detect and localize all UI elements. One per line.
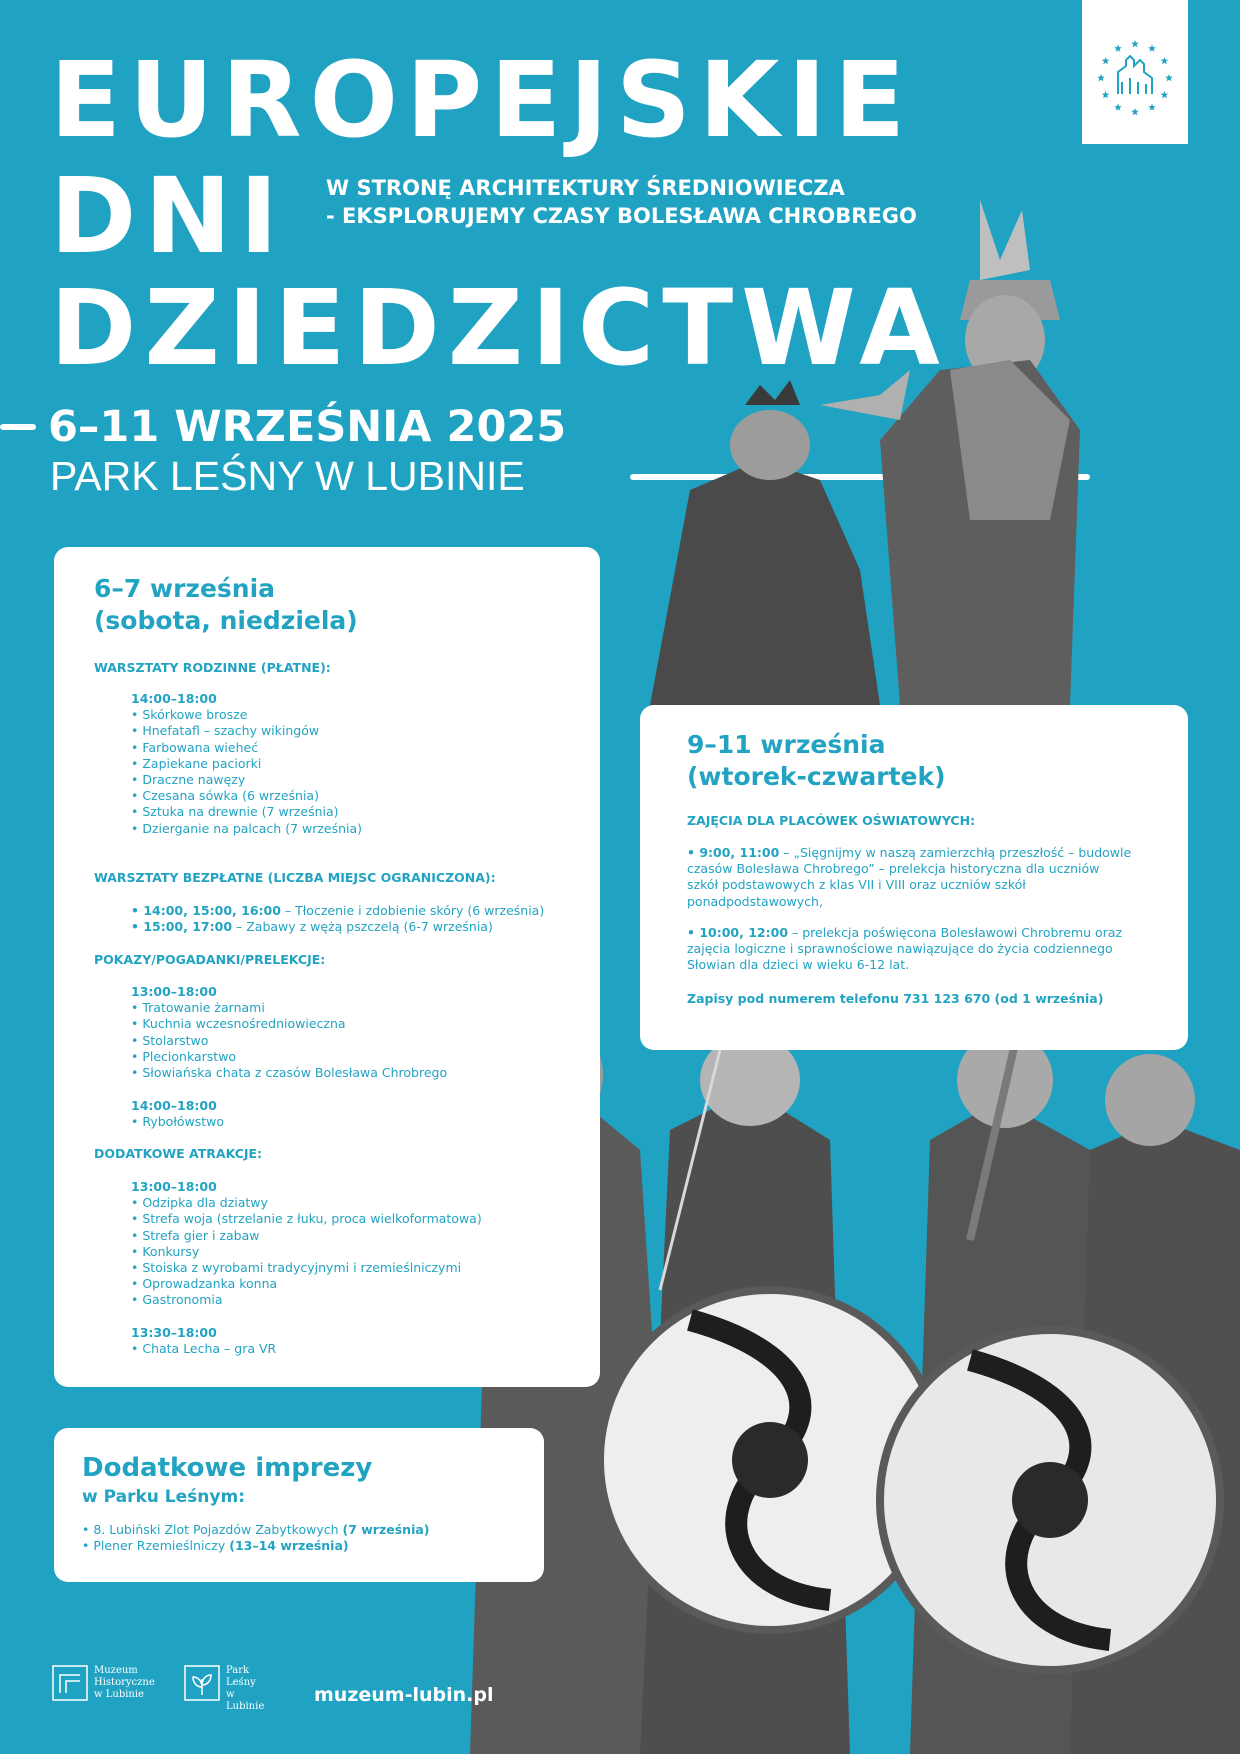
list-item: • Stoiska z wyrobami tradycyjnymi i rzemieślniczymi: [131, 1260, 462, 1276]
list-item: [82, 1522, 430, 1538]
section-heading: WARSZTATY BEZPŁATNE (LICZBA MIEJSC OGRANICZONA):: [94, 870, 496, 885]
list-item: • Stolarstwo: [131, 1032, 209, 1048]
logo-star: [1114, 45, 1122, 52]
section-heading: ZAJĘCIA DLA PLACÓWEK OŚWIATOWYCH:: [687, 813, 976, 828]
time-group: [131, 1098, 224, 1130]
extra-subtitle: w Parku Leśnym:: [82, 1487, 245, 1507]
item-text: – Tłoczenie i zdobienie skóry (6 września): [280, 903, 545, 918]
event-venue: PARK LEŚNY W LUBINIE: [50, 453, 525, 499]
logo-star: [1161, 91, 1169, 98]
signup-info: Zapisy pod numerem telefonu 731 123 670 (od 1 września): [687, 991, 1104, 1006]
title-line-1: EUROPEJSKIE: [50, 39, 914, 161]
list-item: • Zapiekane paciorki: [131, 755, 262, 771]
item-date: (13–14 września): [229, 1538, 349, 1554]
item-text: – Zabawy z wężą pszczelą (6-7 września): [232, 919, 493, 935]
list-item: • Oprowadzanka konna: [131, 1276, 278, 1292]
list-item: [131, 903, 544, 919]
list-item: • Sztuka na drewnie (7 września): [131, 804, 339, 820]
list-item: • Strefa gier i zabaw: [131, 1227, 260, 1243]
list-item: • Rybołówstwo: [131, 1114, 225, 1130]
park-name-line: Leśny: [226, 1677, 256, 1688]
logo-star: [1114, 103, 1122, 110]
time-label: • 15:00, 17:00: [131, 919, 233, 935]
item-text: • 8. Lubiński Zlot Pojazdów Zabytkowych: [82, 1522, 343, 1537]
logo-star: [1102, 91, 1110, 98]
weekday-title-line-2: (wtorek-czwartek): [687, 762, 946, 791]
time-label: 14:00–18:00: [131, 1098, 217, 1113]
entry-line: szkół podstawowych z klas VII i VIII oraz uczniów szkół: [687, 877, 1026, 893]
time-group: [131, 691, 362, 837]
time-group: [131, 1325, 276, 1357]
weekend-title-line-2: (sobota, niedziela): [94, 606, 358, 635]
class-entry: [687, 845, 1131, 910]
divider-left: [0, 424, 36, 430]
item-text: • Plener Rzemieślniczy: [82, 1538, 230, 1554]
park-name-line: w Lubinie: [226, 1689, 265, 1712]
logo-star: [1161, 57, 1169, 64]
time-group: [131, 984, 447, 1081]
subtitle-line-2: - EKSPLORUJEMY CZASY BOLESŁAWA CHROBREGO: [326, 204, 917, 228]
time-label: • 14:00, 15:00, 16:00: [131, 903, 281, 918]
list-item: [131, 919, 544, 935]
extra-list: [82, 1522, 430, 1554]
title-line-3: DZIEDZICTWA: [50, 267, 948, 389]
entry-line: ponadpodstawowych,: [687, 893, 823, 909]
list-item: • Farbowana wieheć: [131, 739, 259, 755]
time-label: • 9:00, 11:00: [687, 845, 780, 860]
weekend-program-card: [54, 547, 600, 1387]
entry-line: – prelekcja poświęcona Bolesławowi Chrobremu oraz: [788, 925, 1123, 940]
list-item: • Skórkowe brosze: [131, 707, 248, 723]
list-item: • Odzipka dla dziatwy: [131, 1195, 268, 1211]
item-date: (7 września): [342, 1522, 430, 1537]
time-group: [131, 1179, 482, 1309]
logo-star: [1097, 74, 1105, 81]
weekend-title-line-1: 6–7 września: [94, 574, 276, 603]
section-heading: POKAZY/POGADANKI/PRELEKCJE:: [94, 952, 326, 967]
european-heritage-days-logo-icon: [1082, 0, 1188, 144]
list-item: • Strefa woja (strzelanie z łuku, proca wielkoformatowa): [131, 1211, 482, 1227]
entry-line: Słowian dla dzieci w wieku 6-12 lat.: [687, 957, 910, 973]
class-entry: [687, 925, 1122, 974]
title-line-2: DNI: [50, 155, 287, 277]
entry-line: zajęcia logiczne i sprawnościowe nawiązujące do życia codziennego: [687, 941, 1113, 957]
museum-logo-icon: [52, 1665, 88, 1701]
park-leaf-logo-icon: [184, 1665, 220, 1701]
time-label: 13:30–18:00: [131, 1325, 217, 1340]
logo-star: [1148, 103, 1156, 110]
list-item: • Draczne nawęzy: [131, 772, 246, 788]
museum-name-line: Historyczne: [94, 1677, 155, 1688]
logo-star: [1148, 45, 1156, 52]
list-item: • Słowiańska chata z czasów Bolesława Chrobrego: [131, 1065, 448, 1081]
list-item: • Plecionkarstwo: [131, 1048, 237, 1064]
list-item: • Czesana sówka (6 września): [131, 788, 319, 804]
time-label: 13:00–18:00: [131, 1179, 217, 1194]
museum-name-line: Muzeum: [94, 1665, 138, 1676]
extra-title: Dodatkowe imprezy: [82, 1453, 373, 1483]
list-item: • Dzierganie na palcach (7 września): [131, 820, 363, 836]
entry-line: – „Sięgnijmy w naszą zamierzchłą przeszłość – budowle: [779, 845, 1132, 860]
logo-star: [1131, 40, 1139, 47]
logo-star: [1165, 74, 1173, 81]
logo-star: [1102, 57, 1110, 64]
subtitle-line-1: W STRONĘ ARCHITEKTURY ŚREDNIOWIECZA: [326, 176, 845, 200]
weekday-title-line-1: 9–11 września: [687, 730, 886, 759]
logo-box: [1082, 0, 1188, 144]
time-label: 13:00–18:00: [131, 984, 217, 999]
website-link[interactable]: muzeum-lubin.pl: [314, 1684, 494, 1706]
park-name-line: Park: [226, 1665, 250, 1676]
time-label: • 10:00, 12:00: [687, 925, 789, 940]
weekday-program-card: [640, 705, 1188, 1050]
list-item: • Chata Lecha – gra VR: [131, 1341, 277, 1357]
logo-star: [1131, 108, 1139, 115]
entry-line: czasów Bolesława Chrobrego” – prelekcja historyczna dla uczniów: [687, 861, 1100, 877]
list-item: • Gastronomia: [131, 1292, 223, 1308]
coronation-illustration: [650, 190, 1210, 705]
museum-name-line: w Lubinie: [94, 1689, 144, 1700]
list-item: • Hnefatafl – szachy wikingów: [131, 723, 320, 739]
extra-events-card: [54, 1428, 544, 1582]
time-label: 14:00–18:00: [131, 691, 217, 706]
section-heading: WARSZTATY RODZINNE (PŁATNE):: [94, 660, 331, 675]
list-item: • Kuchnia wczesnośredniowieczna: [131, 1016, 346, 1032]
list-item: • Konkursy: [131, 1243, 200, 1259]
coronation-photo: [650, 190, 1210, 705]
event-dates: 6–11 WRZEŚNIA 2025: [48, 402, 567, 452]
list-item: • Tratowanie żarnami: [131, 1000, 265, 1016]
section-heading: DODATKOWE ATRAKCJE:: [94, 1146, 263, 1161]
list-item: [82, 1538, 430, 1554]
time-group: [131, 903, 544, 935]
